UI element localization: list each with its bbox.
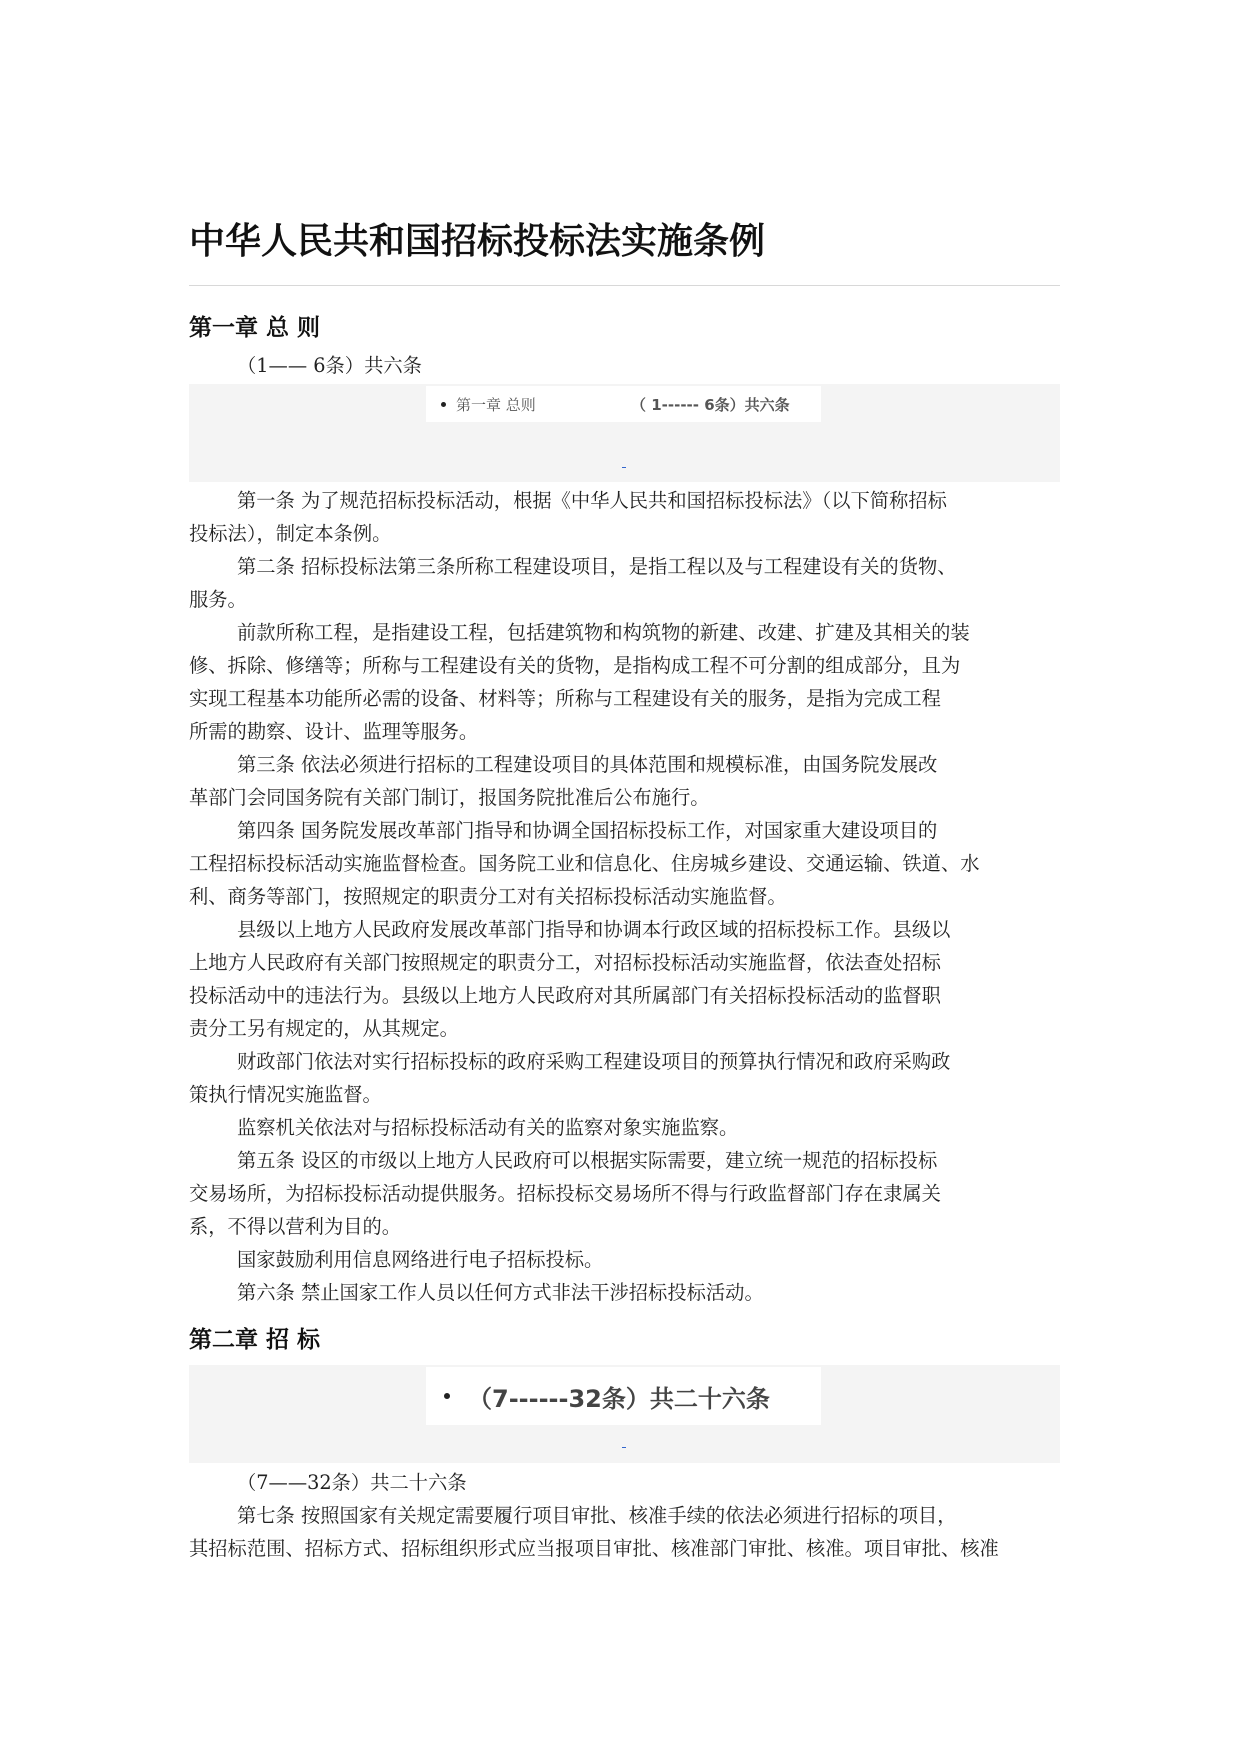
paragraph-line: 修、拆除、修缮等；所称与工程建设有关的货物，是指构成工程不可分割的组成部分，且为 (189, 654, 961, 677)
chapter-2-banner-box (426, 1367, 821, 1425)
paragraph-line: 县级以上地方人民政府发展改革部门指导和协调本行政区域的招标投标工作。县级以 (237, 918, 951, 941)
document-title: 中华人民共和国招标投标法实施条例 (189, 221, 766, 262)
paragraph (189, 1276, 1060, 1309)
paragraph (189, 1111, 1060, 1144)
paragraph-line: 投标法），制定本条例。 (189, 522, 392, 545)
paragraph-line: 实现工程基本功能所必需的设备、材料等；所称与工程建设有关的服务，是指为完成工程 (189, 687, 941, 710)
paragraph-line: 第三条 依法必须进行招标的工程建设项目的具体范围和规模标准，由国务院发展改 (237, 753, 938, 776)
paragraph (189, 1045, 1060, 1111)
paragraph (189, 1144, 1060, 1243)
paragraph-line: 所需的勘察、设计、监理等服务。 (189, 720, 479, 743)
chapter-1-range: （1—— 6条）共六条 (237, 354, 422, 377)
paragraph-line: 策执行情况实施监督。 (189, 1083, 382, 1106)
paragraph (189, 748, 1060, 814)
chapter-1-banner (189, 384, 1060, 482)
paragraph-line: 财政部门依法对实行招标投标的政府采购工程建设项目的预算执行情况和政府采购政 (237, 1050, 951, 1073)
paragraph-line: 监察机关依法对与招标投标活动有关的监察对象实施监察。 (237, 1116, 739, 1139)
paragraph (189, 484, 1060, 550)
bullet-icon (444, 1393, 450, 1399)
chapter-2-banner-range: （7------32条）共二十六条 (468, 1384, 770, 1413)
chapter-1-banner-box (426, 386, 821, 422)
paragraph-line: 革部门会同国务院有关部门制订，报国务院批准后公布施行。 (189, 786, 710, 809)
bullet-icon (441, 402, 446, 407)
paragraph-line: 责分工另有规定的，从其规定。 (189, 1017, 459, 1040)
paragraph-line: 服务。 (189, 588, 247, 611)
paragraph-line: 第五条 设区的市级以上地方人民政府可以根据实际需要，建立统一规范的招标投标 (237, 1149, 938, 1172)
chapter-1-heading: 第一章 总 则 (189, 315, 321, 341)
chapter-2-heading: 第二章 招 标 (189, 1327, 321, 1353)
chapter-2-banner (189, 1365, 1060, 1463)
paragraph-line: 国家鼓励利用信息网络进行电子招标投标。 (237, 1248, 604, 1271)
banner-link-icon[interactable] (622, 467, 626, 468)
chapter-1-banner-chapter: 第一章 总则 (456, 395, 536, 414)
paragraph-line: 前款所称工程，是指建设工程，包括建筑物和构筑物的新建、改建、扩建及其相关的装 (237, 621, 970, 644)
paragraph (189, 913, 1060, 1045)
paragraph-line: 其招标范围、招标方式、招标组织形式应当报项目审批、核准部门审批、核准。项目审批、核准 (189, 1537, 999, 1560)
paragraph-line: 第七条 按照国家有关规定需要履行项目审批、核准手续的依法必须进行招标的项目， (237, 1504, 957, 1527)
chapter-1-body (189, 484, 1060, 1309)
chapter-2-range: （7——32条）共二十六条 (237, 1471, 467, 1494)
paragraph-line: 上地方人民政府有关部门按照规定的职责分工，对招标投标活动实施监督，依法查处招标 (189, 951, 941, 974)
paragraph-line: 第一条 为了规范招标投标活动，根据《中华人民共和国招标投标法》（以下简称招标 (237, 489, 947, 512)
paragraph-line: 利、商务等部门，按照规定的职责分工对有关招标投标活动实施监督。 (189, 885, 787, 908)
chapter-2-body (189, 1499, 1060, 1565)
paragraph (189, 814, 1060, 913)
paragraph (189, 550, 1060, 616)
paragraph-line: 交易场所，为招标投标活动提供服务。招标投标交易场所不得与行政监督部门存在隶属关 (189, 1182, 941, 1205)
paragraph-line: 第二条 招标投标法第三条所称工程建设项目，是指工程以及与工程建设有关的货物、 (237, 555, 957, 578)
paragraph (189, 616, 1060, 748)
paragraph-line: 工程招标投标活动实施监督检查。国务院工业和信息化、住房城乡建设、交通运输、铁道、水 (189, 852, 980, 875)
paragraph-line: 第四条 国务院发展改革部门指导和协调全国招标投标工作，对国家重大建设项目的 (237, 819, 938, 842)
paragraph-line: 第六条 禁止国家工作人员以任何方式非法干涉招标投标活动。 (237, 1281, 764, 1304)
chapter-1-banner-range: （ 1------ 6条）共六条 (631, 395, 790, 414)
banner-link-icon[interactable] (622, 1447, 626, 1448)
paragraph-line: 系，不得以营利为目的。 (189, 1215, 402, 1238)
paragraph (189, 1499, 1060, 1565)
paragraph (189, 1243, 1060, 1276)
paragraph-line: 投标活动中的违法行为。县级以上地方人民政府对其所属部门有关招标投标活动的监督职 (189, 984, 941, 1007)
title-divider (189, 285, 1060, 286)
